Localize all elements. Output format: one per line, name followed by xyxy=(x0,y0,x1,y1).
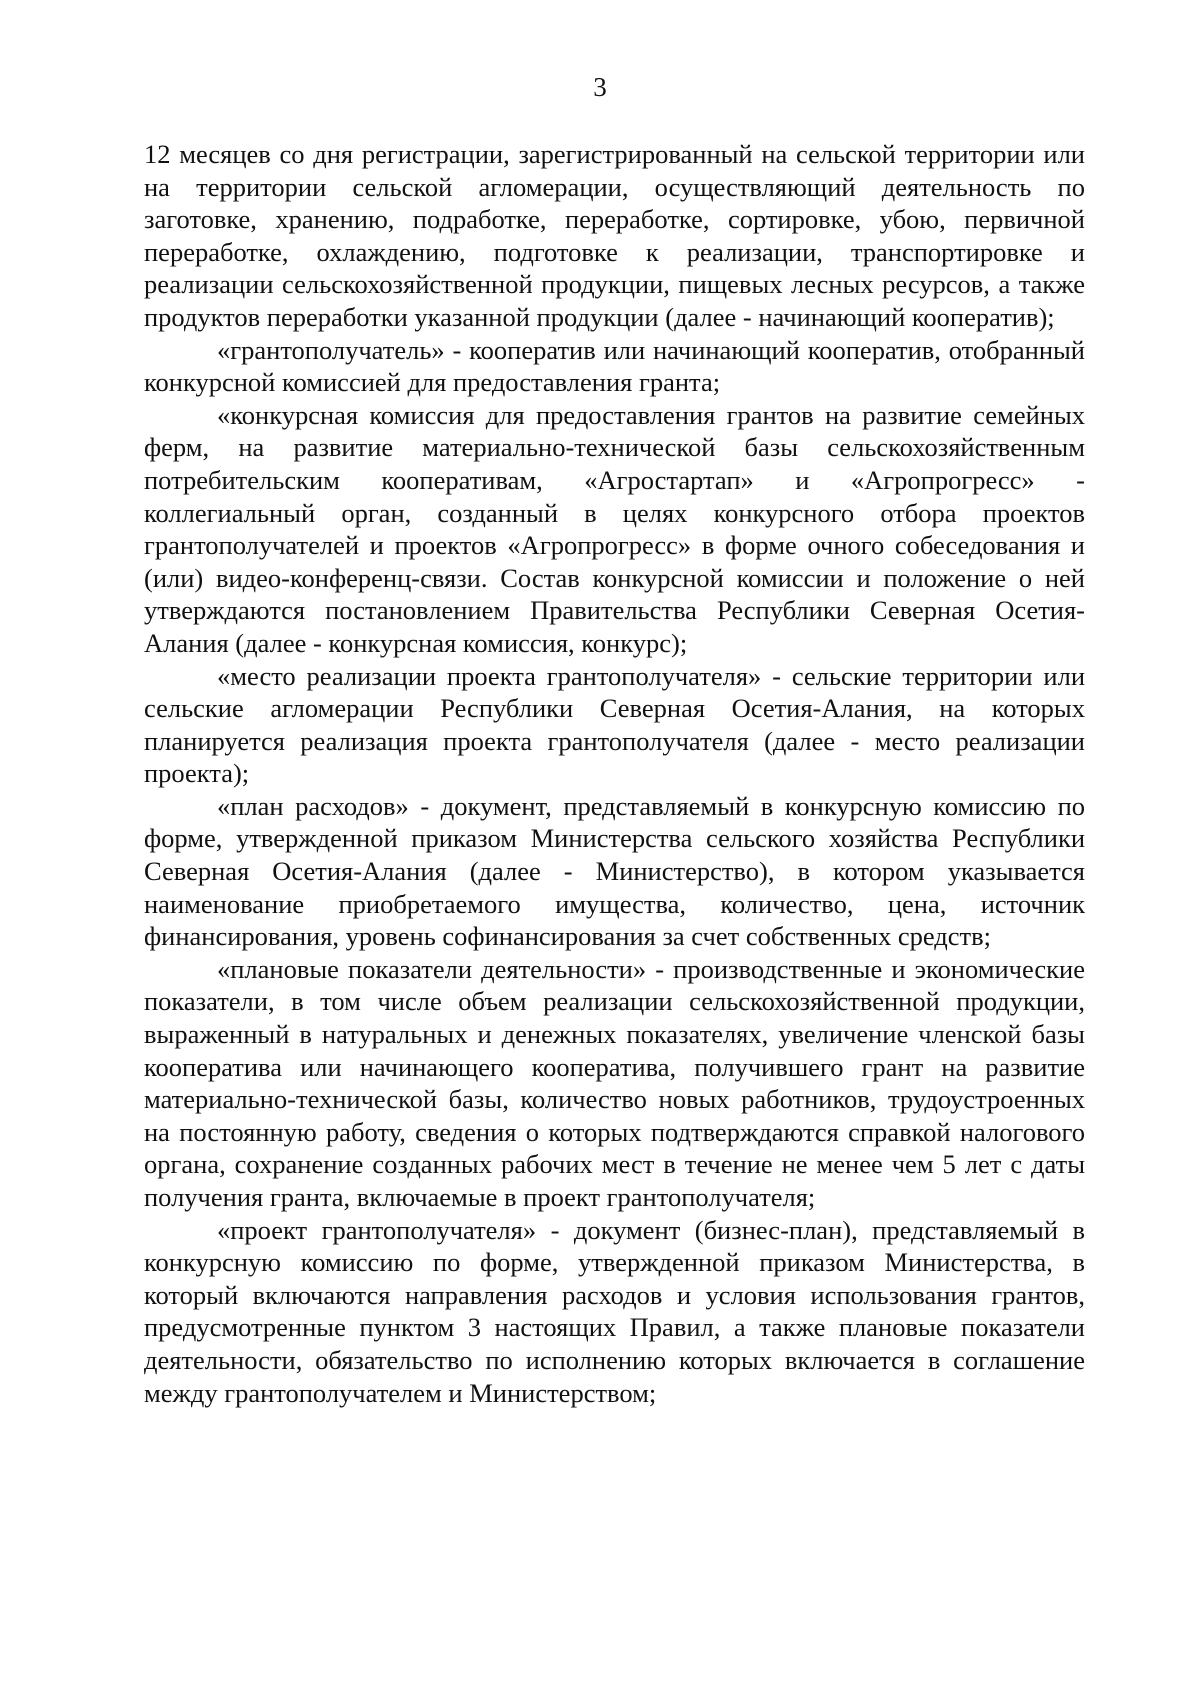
document-body xyxy=(144,138,1085,1409)
page-number: 3 xyxy=(593,72,607,102)
paragraph-planned-indicators: «плановые показатели деятельности» - производственные и экономические показатели, в том числе объем реализации сельскохозяйственной продукции, выраженный в натуральных и денежных показателях, увеличение членской базы кооператива или начинающего кооператива, получившего грант на развитие материально-технической базы, количество новых работников, трудоустроенных на постоянную работу, сведения о которых подтверждаются справкой налогового органа, сохранение созданных рабочих мест в течение не менее чем 5 лет с даты получения гранта, включаемые в проект грантополучателя; xyxy=(144,953,1085,1212)
paragraph-recipient-project: «проект грантополучателя» - документ (бизнес-план), представляемый в конкурсную комиссию по форме, утвержденной приказом Министерства, в который включаются направления расходов и условия использования грантов, предусмотренные пунктом 3 настоящих Правил, а также плановые показатели деятельности, обязательство по исполнению которых включается в соглашение между грантополучателем и Министерством; xyxy=(144,1214,1085,1408)
paragraph-project-location: «место реализации проекта грантополучателя» - сельские территории или сельские агломерации Республики Северная Осетия-Алания, на которых планируется реализация проекта грантополучателя (далее - место реализации проекта); xyxy=(144,660,1085,789)
paragraph-grant-recipient: «грантополучатель» - кооператив или начинающий кооператив, отобранный конкурсной комиссией для предоставления гранта; xyxy=(144,334,1085,398)
paragraph-expense-plan: «план расходов» - документ, представляемый в конкурсную комиссию по форме, утвержденной приказом Министерства сельского хозяйства Республики Северная Осетия-Алания (далее - Министерство), в котором указывается наименование приобретаемого имущества, количество, цена, источник финансирования, уровень софинансирования за счет собственных средств; xyxy=(144,790,1085,952)
paragraph-competition-commission: «конкурсная комиссия для предоставления грантов на развитие семейных ферм, на развитие материально-технической базы сельскохозяйственным потребительским кооперативам, «Агростартап» и «Агропрогресс» - коллегиальный орган, созданный в целях конкурсного отбора проектов грантополучателей и проектов «Агропрогресс» в форме очного собеседования и (или) видео-конференц-связи. Состав конкурсной комиссии и положение о ней утверждаются постановлением Правительства Республики Северная Осетия-Алания (далее - конкурсная комиссия, конкурс); xyxy=(144,399,1085,658)
paragraph-continuation: 12 месяцев со дня регистрации, зарегистрированный на сельской территории или на территории сельской агломерации, осуществляющий деятельность по заготовке, хранению, подработке, переработке, сортировке, убою, первичной переработке, охлаждению, подготовке к реализации, транспортировке и реализации сельскохозяйственной продукции, пищевых лесных ресурсов, а также продуктов переработки указанной продукции (далее - начинающий кооператив); xyxy=(144,139,1085,332)
